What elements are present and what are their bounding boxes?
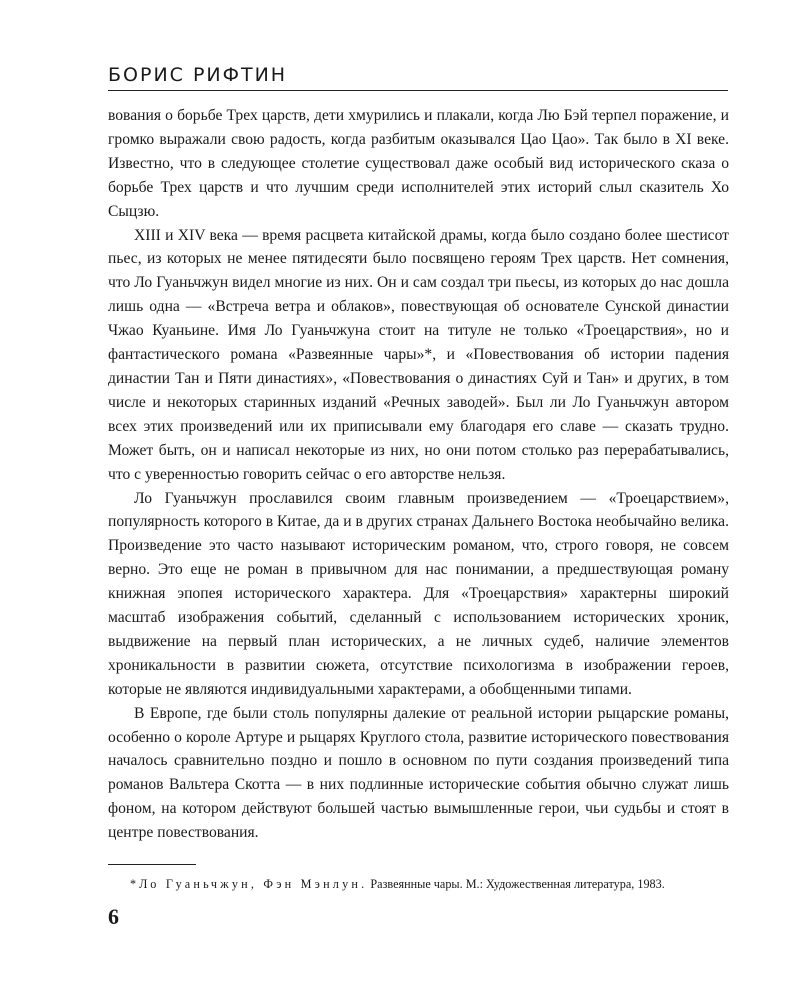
running-title: БОРИС РИФТИН (108, 64, 288, 86)
running-header (108, 64, 728, 91)
footnote-divider (108, 864, 196, 865)
footnote-authors: Ло Гуаньчжун, Фэн Мэнлун. (139, 877, 368, 891)
page-number: 6 (108, 904, 119, 929)
footnote (130, 876, 730, 892)
paragraph: В Европе, где были столь популярны далекие от реальной истории рыцарские романы, особенно о короле Артуре и рыцарях Круглого стола, развитие исторического повествования началось сравнительно поздно и пошло в основном по пути создания произведений типа романов Вальтера Скотта — в них подлинные исторические события обычно служат лишь фоном, на котором действуют большей частью вымышленные герои, чьи судьбы и стоят в центре повествования. (108, 704, 729, 842)
footnote-marker: * (130, 877, 137, 891)
body-text (108, 104, 729, 845)
footnote-citation: Развеянные чары. М.: Художественная литература, 1983. (370, 877, 665, 891)
paragraph: XIII и XIV века — время расцвета китайской драмы, когда было создано более шестисот пьес, из которых не менее пятидесяти было посвящено героям Трех царств. Нет сомнения, что Ло Гуаньчжун видел многие из них. Он и сам создал три пьесы, из которых до нас дошла лишь одна — «Встреча ветра и облаков», повествующая об основателе Сунской династии Чжао Куаньине. Имя Ло Гуаньчжуна стоит на титуле не только «Троецарствия», но и фантастического романа «Развеянные чары»*, и «Повествования об истории падения династии Тан и Пяти династиях», «Повествования о династиях Суй и Тан» и других, в том числе и некоторых старинных изданий «Речных заводей». Был ли Ло Гуаньчжун автором всех этих произведений или их приписывали ему благодаря его славе — сказать трудно. Может быть, он и написал некоторые из них, но они потом столько раз перерабатывались, что с уверенностью говорить сейчас о его авторстве нельзя. (108, 226, 729, 483)
paragraph: вования о борьбе Трех царств, дети хмурились и плакали, когда Лю Бэй терпел поражение, и громко выражали свою радость, когда разбитым оказывался Цао Цао». Так было в XI веке. Известно, что в следующее столетие существовал даже особый вид исторического сказа о борьбе Трех царств и что лучшим среди исполнителей этих историй слыл сказитель Хо Сыцзю. (108, 107, 729, 220)
paragraph: Ло Гуаньчжун прославился своим главным произведением — «Троецарствием», популярность которого в Китае, да и в других странах Дальнего Востока необычайно велика. Произведение это часто называют историческим романом, что, строго говоря, не совсем верно. Это еще не роман в привычном для нас понимании, а предшествующая роману книжная эпопея исторического характера. Для «Троецарствия» характерны широкий масштаб изображения событий, сделанный с использованием исторических хроник, выдвижение на первый план исторических, а не личных судеб, наличие элементов хроникальности в развитии сюжета, отсутствие психологизма в изображении героев, которые не являются индивидуальными характерами, а обобщенными типами. (108, 489, 729, 698)
